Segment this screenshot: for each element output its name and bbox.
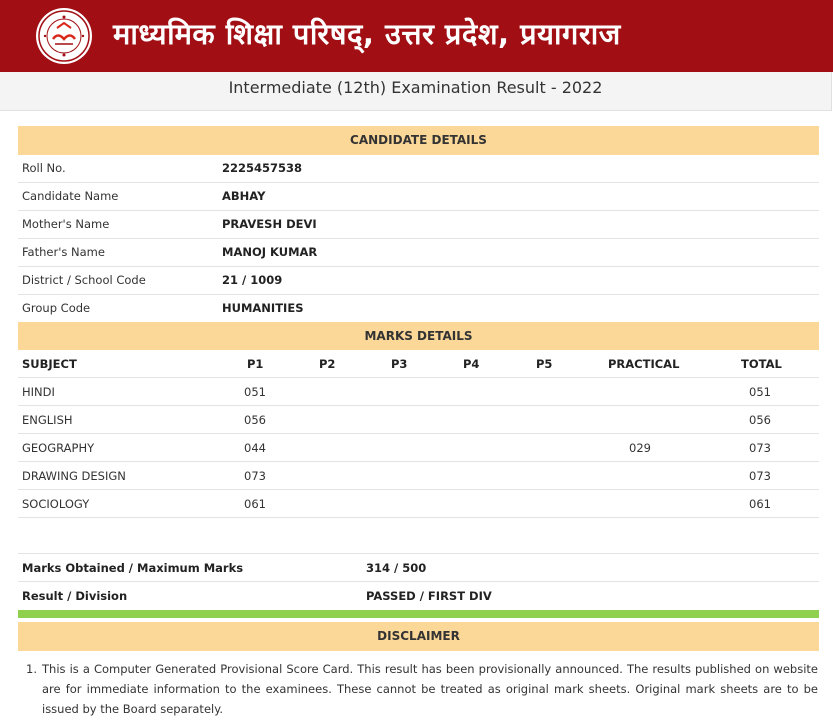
group-value: HUMANITIES bbox=[222, 301, 304, 315]
disclaimer-heading: DISCLAIMER bbox=[18, 622, 819, 651]
candidate-row-roll bbox=[18, 155, 819, 183]
marks-header-row bbox=[18, 350, 819, 378]
col-practical: PRACTICAL bbox=[608, 357, 680, 371]
board-title: माध्यमिक शिक्षा परिषद्, उत्तर प्रदेश, प्रयागराज bbox=[113, 17, 621, 51]
p1-mark: 056 bbox=[244, 413, 266, 427]
mother-value: PRAVESH DEVI bbox=[222, 217, 317, 231]
col-p1: P1 bbox=[247, 357, 264, 371]
p1-mark: 044 bbox=[244, 441, 266, 455]
table-row bbox=[18, 490, 819, 518]
group-label: Group Code bbox=[22, 301, 91, 315]
candidate-row-name bbox=[18, 183, 819, 211]
subject-name: ENGLISH bbox=[22, 413, 73, 427]
practical-mark: 029 bbox=[629, 441, 651, 455]
marks-obtained-row bbox=[18, 554, 819, 582]
result-label: Result / Division bbox=[22, 589, 128, 603]
table-row bbox=[18, 406, 819, 434]
p1-mark: 073 bbox=[244, 469, 266, 483]
roll-value: 2225457538 bbox=[222, 161, 303, 175]
candidate-details-heading: CANDIDATE DETAILS bbox=[18, 126, 819, 155]
col-p2: P2 bbox=[319, 357, 336, 371]
subject-name: SOCIOLOGY bbox=[22, 497, 90, 511]
candidate-row-father bbox=[18, 239, 819, 267]
total-mark: 073 bbox=[749, 469, 771, 483]
disclaimer-number: 1. bbox=[26, 662, 37, 676]
total-mark: 051 bbox=[749, 385, 771, 399]
result-row bbox=[18, 582, 819, 609]
p1-mark: 051 bbox=[244, 385, 266, 399]
mother-label: Mother's Name bbox=[22, 217, 110, 231]
col-subject: SUBJECT bbox=[22, 357, 77, 371]
marks-obtained-label: Marks Obtained / Maximum Marks bbox=[22, 561, 244, 575]
col-p3: P3 bbox=[391, 357, 408, 371]
table-row bbox=[18, 462, 819, 490]
result-status-bar bbox=[18, 610, 819, 618]
marks-details-heading: MARKS DETAILS bbox=[18, 322, 819, 350]
father-label: Father's Name bbox=[22, 245, 105, 259]
name-label: Candidate Name bbox=[22, 189, 119, 203]
disclaimer-text: This is a Computer Generated Provisional Score Card. This result has been provisionally announced. The results published on website are for immediate information to the examinees. These cannot be treated as original mark sheets. Original mark sheets are to be issued by the Board separately. bbox=[42, 662, 818, 716]
candidate-row-district bbox=[18, 267, 819, 295]
father-value: MANOJ KUMAR bbox=[222, 245, 318, 259]
marks-obtained-value: 314 / 500 bbox=[366, 561, 427, 575]
district-value: 21 / 1009 bbox=[222, 273, 283, 287]
subject-name: GEOGRAPHY bbox=[22, 441, 95, 455]
page-title: Intermediate (12th) Examination Result - 2022 bbox=[0, 72, 832, 111]
subject-name: HINDI bbox=[22, 385, 55, 399]
subject-name: DRAWING DESIGN bbox=[22, 469, 126, 483]
candidate-row-mother bbox=[18, 211, 819, 239]
total-mark: 061 bbox=[749, 497, 771, 511]
col-total: TOTAL bbox=[741, 357, 782, 371]
total-mark: 073 bbox=[749, 441, 771, 455]
total-mark: 056 bbox=[749, 413, 771, 427]
table-row bbox=[18, 378, 819, 406]
table-spacer-row bbox=[18, 518, 819, 554]
col-p5: P5 bbox=[536, 357, 553, 371]
district-label: District / School Code bbox=[22, 273, 146, 287]
result-value: PASSED / FIRST DIV bbox=[366, 589, 492, 603]
roll-label: Roll No. bbox=[22, 161, 66, 175]
header-banner bbox=[0, 0, 833, 72]
up-govt-seal-icon bbox=[31, 6, 97, 66]
col-p4: P4 bbox=[463, 357, 480, 371]
p1-mark: 061 bbox=[244, 497, 266, 511]
table-row bbox=[18, 434, 819, 462]
candidate-row-group bbox=[18, 295, 819, 322]
name-value: ABHAY bbox=[222, 189, 266, 203]
